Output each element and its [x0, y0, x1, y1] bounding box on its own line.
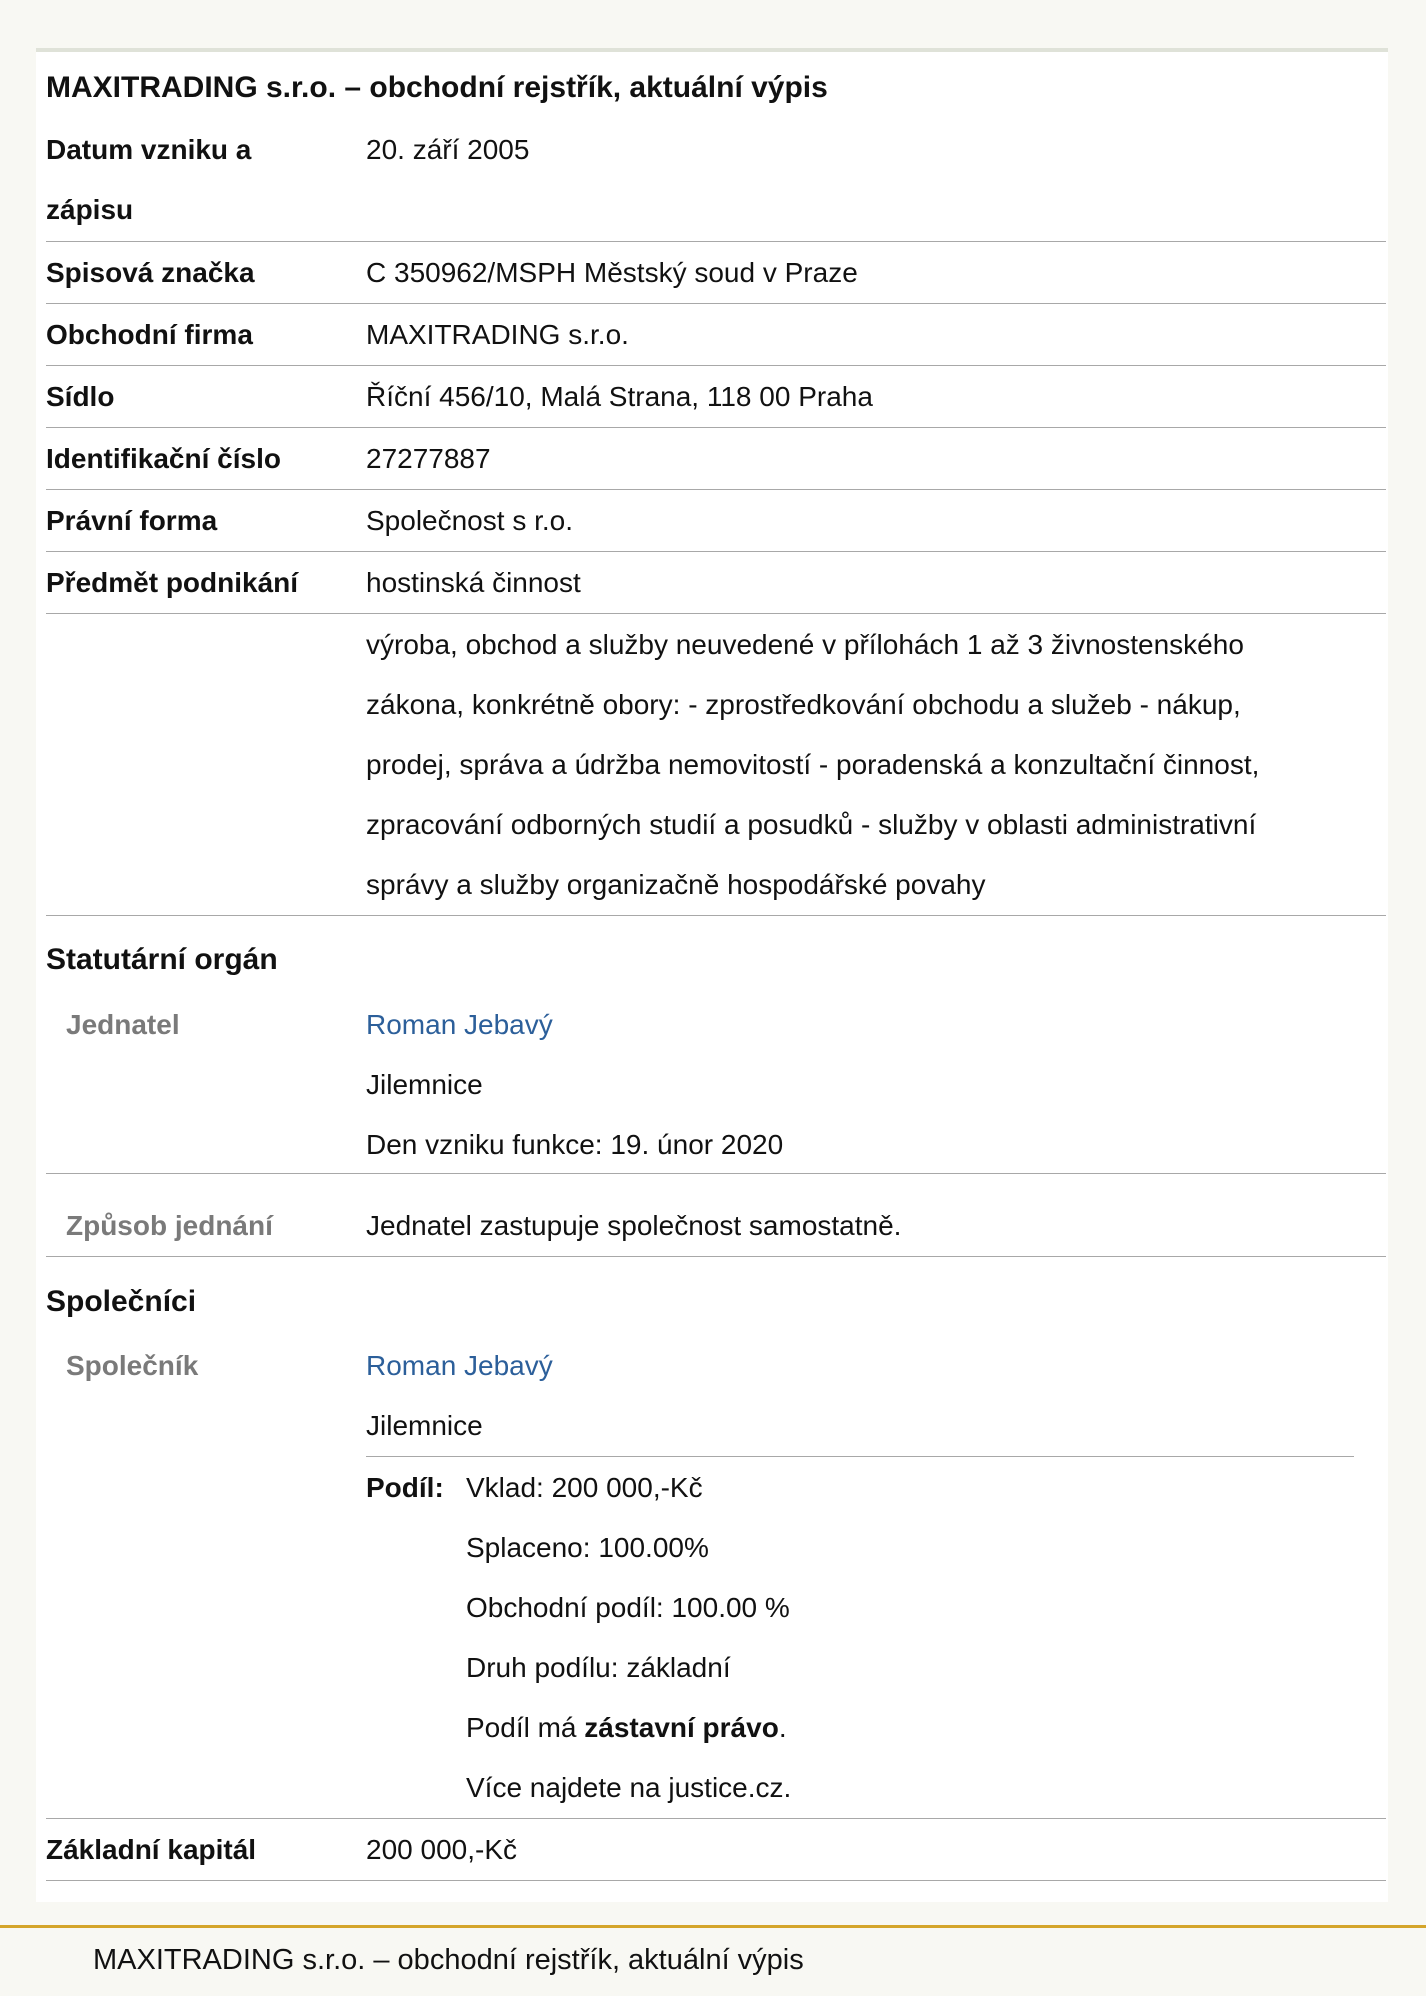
podil-divider [366, 1456, 1354, 1457]
label-datum-vzniku-2: zápisu [46, 194, 134, 225]
row-datum-vzniku [46, 120, 1386, 242]
value-predmet-hostinska: hostinská činnost [366, 567, 581, 598]
value-spolecnik-city: Jilemnice [366, 1410, 483, 1441]
value-sidlo: Říční 456/10, Malá Strana, 118 00 Praha [366, 381, 873, 412]
footer-divider [0, 1925, 1426, 1928]
row-identifikacni-cislo [46, 429, 1386, 490]
zastava-suffix: . [778, 1712, 787, 1743]
zastava-bold: zástavní právo [584, 1712, 779, 1743]
value-jednatel-since: Den vzniku funkce: 19. únor 2020 [366, 1129, 784, 1160]
link-jednatel-name[interactable]: Roman Jebavý [366, 1009, 553, 1040]
row-zakladni-kapital [46, 1820, 1386, 1881]
value-identifikacni-cislo: 27277887 [366, 443, 491, 474]
label-predmet-podnikani: Předmět podnikání [46, 567, 299, 598]
page-title: MAXITRADING s.r.o. – obchodní rejstřík, aktuální výpis [46, 71, 828, 104]
label-obchodni-firma: Obchodní firma [46, 319, 253, 350]
value-predmet-line-2: zákona, konkrétně obory: - zprostředkování obchodu a služeb - nákup, [366, 689, 1241, 720]
row-pravni-forma [46, 491, 1386, 552]
row-spolecnik [46, 1336, 1386, 1819]
label-sidlo: Sídlo [46, 381, 115, 412]
row-obchodni-firma [46, 305, 1386, 366]
value-obchodni-firma: MAXITRADING s.r.o. [366, 319, 629, 350]
value-predmet-line-1: výroba, obchod a služby neuvedené v přílohách 1 až 3 živnostenského [366, 629, 1244, 660]
value-predmet-line-4: zpracování odborných studií a posudků - služby v oblasti administrativní [366, 809, 1257, 840]
value-vklad: Vklad: 200 000,-Kč [466, 1472, 703, 1503]
label-spisova-znacka: Spisová značka [46, 257, 255, 288]
value-predmet-line-3: prodej, správa a údržba nemovitostí - poradenská a konzultační činnost, [366, 749, 1260, 780]
label-pravni-forma: Právní forma [46, 505, 218, 536]
value-druh-podilu: Druh podílu: základní [466, 1652, 731, 1683]
footer-text: MAXITRADING s.r.o. – obchodní rejstřík, aktuální výpis [93, 1944, 804, 1976]
label-spolecnik: Společník [66, 1350, 199, 1381]
value-obchodni-podil: Obchodní podíl: 100.00 % [466, 1592, 790, 1623]
value-predmet-line-5: správy a služby organizačně hospodářské povahy [366, 869, 986, 900]
value-zpusob-jednani: Jednatel zastupuje společnost samostatně. [366, 1210, 902, 1241]
row-predmet-podnikani [46, 553, 1386, 614]
label-podil: Podíl: [366, 1472, 444, 1503]
label-zakladni-kapital: Základní kapitál [46, 1834, 257, 1865]
value-vice-justice: Více najdete na justice.cz. [466, 1772, 792, 1803]
label-identifikacni-cislo: Identifikační číslo [46, 443, 281, 474]
value-zakladni-kapital: 200 000,-Kč [366, 1834, 517, 1865]
label-jednatel: Jednatel [66, 1009, 180, 1040]
value-zastavni-pravo [466, 1698, 787, 1758]
label-datum-vzniku-1: Datum vzniku a [46, 134, 252, 165]
value-jednatel-city: Jilemnice [366, 1069, 483, 1100]
row-zpusob-jednani [46, 1196, 1386, 1257]
value-pravni-forma: Společnost s r.o. [366, 505, 574, 536]
section-spolecnici: Společníci [46, 1285, 197, 1318]
section-statutarni-organ: Statutární orgán [46, 943, 278, 976]
value-datum-vzniku: 20. září 2005 [366, 134, 530, 165]
row-sidlo [46, 367, 1386, 428]
value-splaceno: Splaceno: 100.00% [466, 1532, 709, 1563]
zastava-prefix: Podíl má [466, 1712, 585, 1743]
row-jednatel [46, 995, 1386, 1174]
link-spolecnik-name[interactable]: Roman Jebavý [366, 1350, 553, 1381]
value-spisova-znacka: C 350962/MSPH Městský soud v Praze [366, 257, 858, 288]
row-predmet-podnikani-2 [46, 615, 1386, 916]
row-spisova-znacka [46, 243, 1386, 304]
label-zpusob-jednani: Způsob jednání [66, 1210, 273, 1241]
